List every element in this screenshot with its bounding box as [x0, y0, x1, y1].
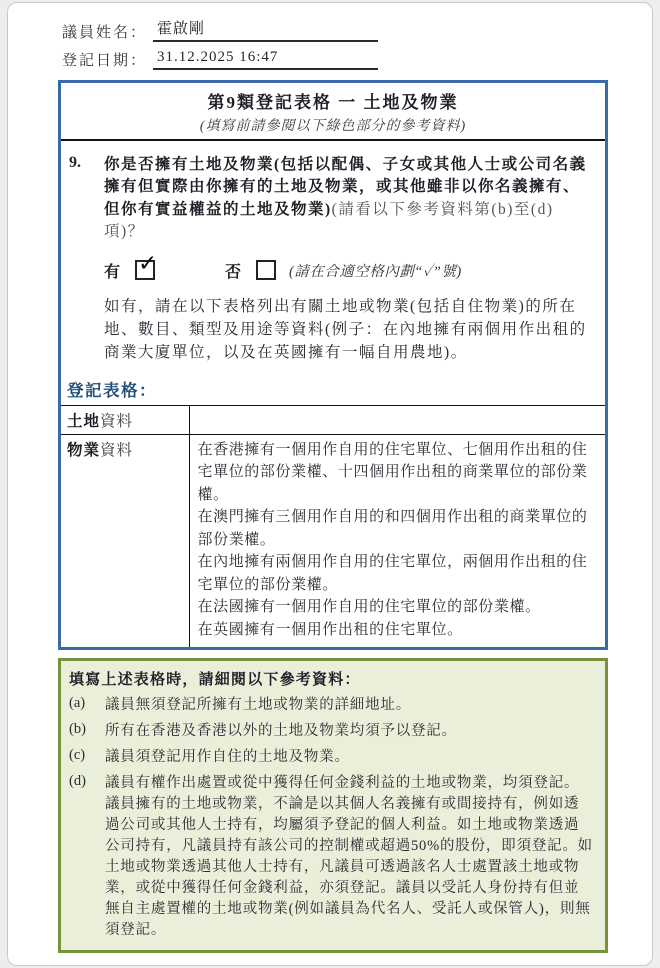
yes-no-choices	[104, 251, 591, 282]
question-reference-note: (請看以下參考資料第(b)至(d)項)？	[104, 200, 554, 241]
property-entry-france: 在法國擁有一個用作自用的住宅單位的部份業權。	[197, 599, 541, 616]
property-info-value	[189, 434, 605, 647]
reference-item-a	[69, 695, 593, 716]
table-heading: 登記表格：	[67, 380, 157, 400]
page-content	[58, 17, 608, 953]
yes-checkbox[interactable]	[135, 251, 158, 280]
reference-item-b	[69, 721, 593, 742]
check-icon: ✓	[138, 251, 158, 278]
member-name-label: 議員姓名：	[62, 25, 148, 41]
reference-item-c	[69, 747, 593, 768]
member-name-row	[62, 17, 608, 42]
reference-item-d-label: (d)	[69, 773, 86, 790]
reference-item-b-text: 所有在香港及香港以外的土地及物業均須予以登記。	[105, 723, 457, 740]
question-main-text: 你是否擁有土地及物業(包括以配偶、子女或其他人士或公司名義擁有但實際由你擁有的土地及物業，或其他雖非以你名義擁有、但你有實益權益的土地及物業)	[104, 156, 587, 218]
reference-heading: 填寫上述表格時，請細閱以下參考資料：	[69, 672, 361, 689]
no-label: 否	[225, 263, 243, 281]
reference-item-a-text: 議員無須登記所擁有土地或物業的詳細地址。	[105, 697, 411, 714]
no-checkbox[interactable]	[256, 260, 276, 280]
registration-date-value: 31.12.2025 16:47	[153, 49, 378, 70]
reference-item-a-label: (a)	[69, 695, 86, 712]
land-info-value	[189, 405, 605, 434]
property-info-row	[61, 434, 605, 647]
yes-label: 有	[104, 263, 122, 281]
form-box	[58, 80, 608, 650]
reference-item-c-label: (c)	[69, 747, 86, 764]
tick-instruction: (請在合適空格內劃“✓”號)	[289, 263, 462, 280]
registration-date-label: 登記日期：	[62, 53, 148, 69]
property-entry-mainland: 在內地擁有兩個用作自用的住宅單位，兩個用作出租的住宅單位的部份業權。	[197, 554, 588, 593]
land-info-row	[61, 405, 605, 434]
property-entry-macau: 在澳門擁有三個用作自用的和四個用作出租的商業單位的部份業權。	[197, 509, 588, 548]
question-number: 9.	[69, 154, 81, 171]
property-entry-uk: 在英國擁有一個用作出租的住宅單位。	[197, 621, 463, 638]
land-info-label: 土地資料	[61, 405, 189, 434]
reference-item-b-label: (b)	[69, 721, 86, 738]
reference-box	[58, 658, 608, 953]
property-info-label: 物業資料	[61, 434, 189, 647]
member-name-value: 霍啟剛	[153, 17, 378, 42]
fill-instruction: 如有，請在以下表格列出有關土地或物業(包括自住物業)的所在地、數目、類型及用途等資料(例子：在內地擁有兩個用作出租的商業大廈單位，以及在英國擁有一幅自用農地)。	[104, 297, 587, 362]
registration-table	[61, 405, 605, 648]
form-page	[7, 2, 653, 966]
reference-item-d-text: 議員有權作出處置或從中獲得任何金錢利益的土地或物業，均須登記。議員擁有的土地或物業，不論是以其個人名義擁有或間接持有，例如透過公司或其他人士持有，均屬須予登記的個人利益。如土地或物業透過公司持有，凡議員持有該公司的控制權或超過50%的股份，即須登記。如土地或物業透過其他人士持有，凡議員可透過該名人士處置該土地或物業，或從中獲得任何金錢利益，亦須登記。議員以受託人身份持有但並無自主處置權的土地或物業(例如議員為代名人、受託人或保管人)，則無須登記。	[105, 775, 593, 939]
form-subtitle: (填寫前請參閱以下綠色部分的參考資料)	[199, 119, 467, 134]
reference-item-c-text: 議員須登記用作自住的土地及物業。	[105, 749, 350, 766]
question-9	[61, 141, 605, 375]
question-text	[104, 154, 591, 244]
registration-date-row	[62, 49, 608, 70]
form-title: 第9類登記表格 一 土地及物業	[207, 93, 459, 112]
question-body	[104, 154, 591, 375]
reference-item-d	[69, 773, 593, 941]
property-entry-hongkong: 在香港擁有一個用作自用的住宅單位、七個用作出租的住宅單位的部份業權、十四個用作出租的商業單位的部份業權。	[197, 441, 588, 503]
